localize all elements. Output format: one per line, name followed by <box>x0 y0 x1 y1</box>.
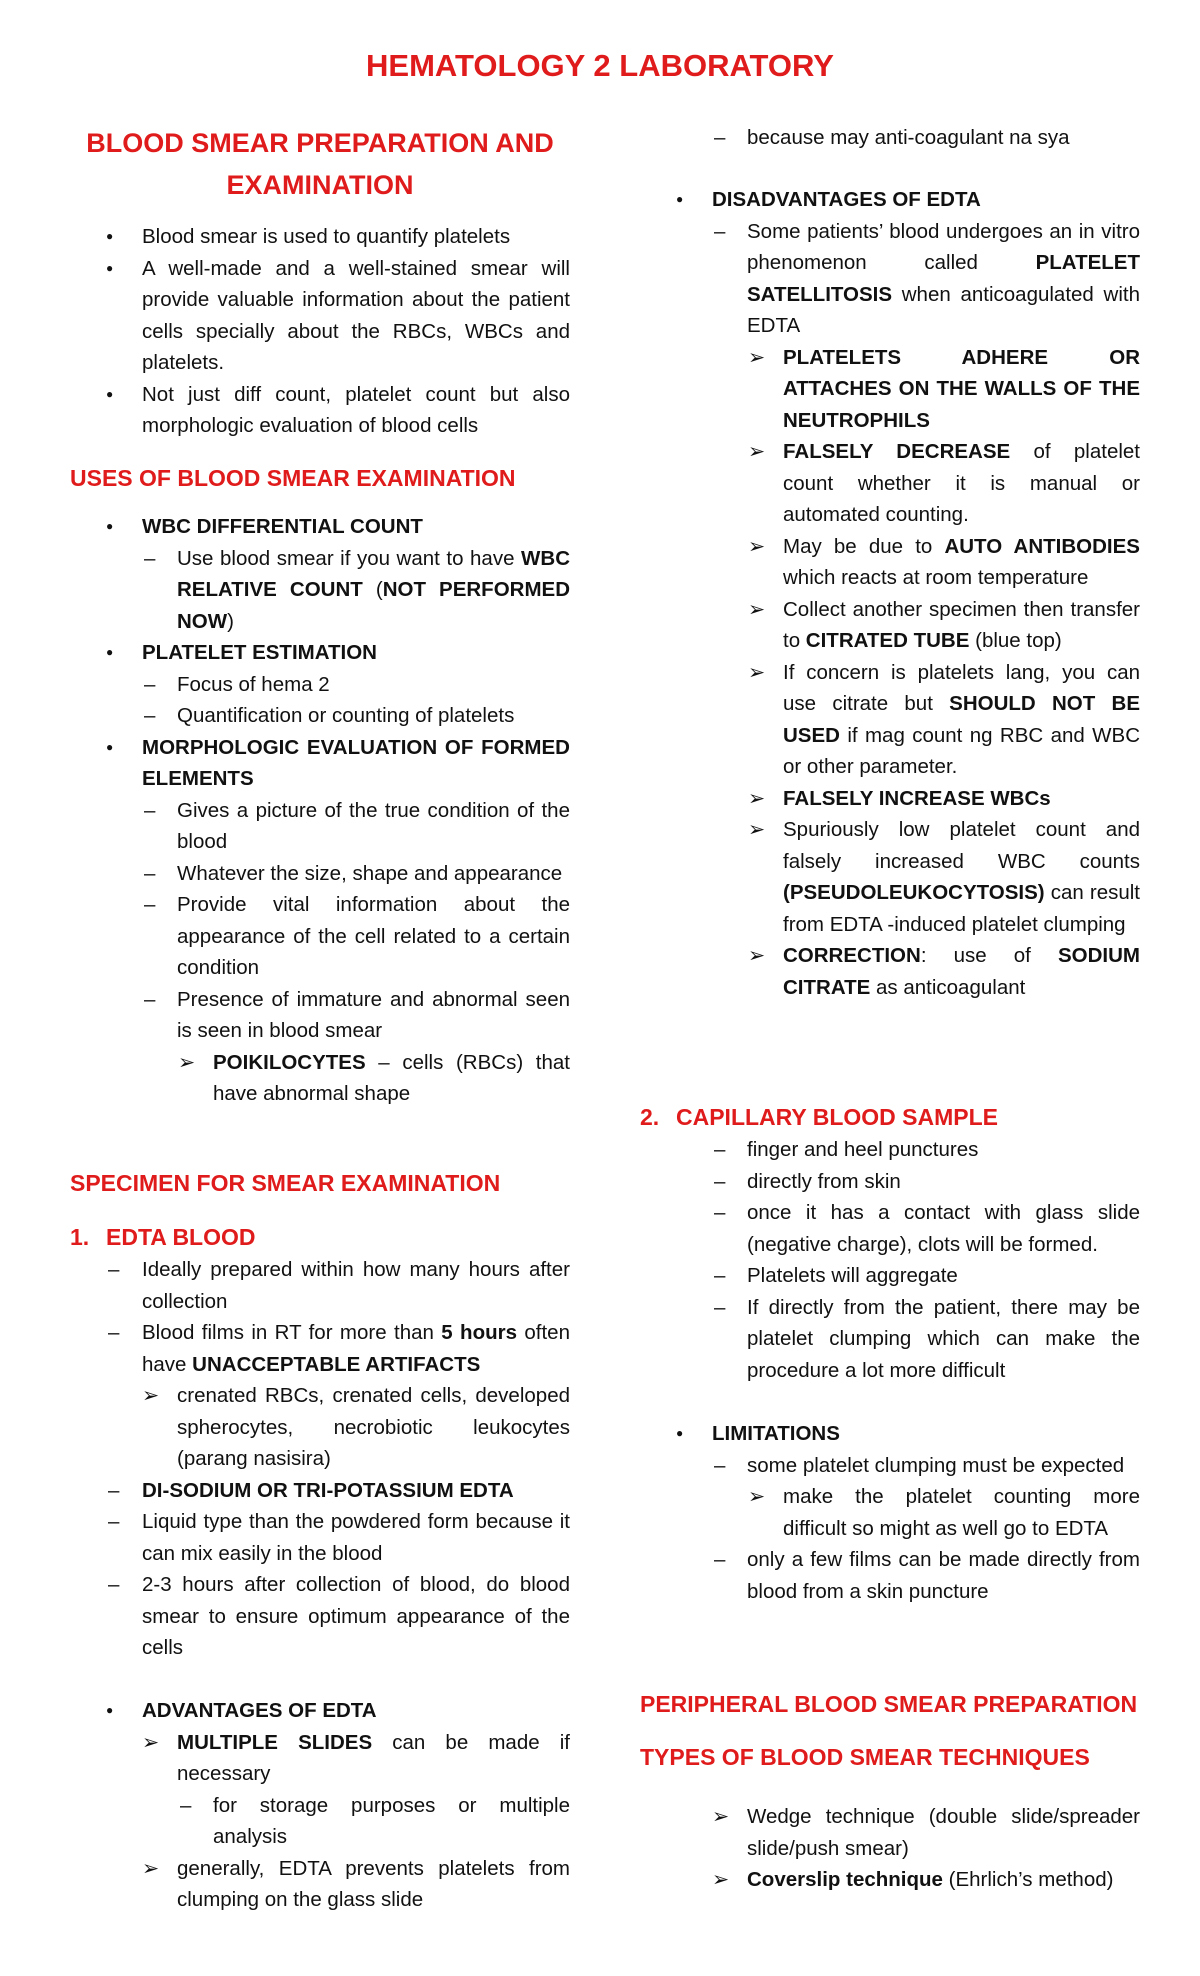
list-item: ➢ Collect another specimen then transfer to CITRATED TUBE (blue top) <box>640 594 1140 657</box>
specimen-heading: SPECIMEN FOR SMEAR EXAMINATION <box>70 1170 501 1196</box>
list-item: – Platelets will aggregate <box>640 1260 1140 1292</box>
list-item: ➢ Wedge technique (double slide/spreader slide/push smear) <box>640 1801 1140 1864</box>
list-item: ➢ MULTIPLE SLIDES can be made if necessary <box>70 1727 570 1790</box>
uses-list <box>70 511 570 1110</box>
list-item: ● Not just diff count, platelet count but also morphologic evaluation of blood cells <box>70 379 570 442</box>
list-item: ➢ If concern is platelets lang, you can use citrate but SHOULD NOT BE USED if mag count ng RBC and WBC or other parameter. <box>640 657 1140 783</box>
list-item: – Use blood smear if you want to have WBC RELATIVE COUNT (NOT PERFORMED NOW) <box>70 543 570 638</box>
smear-prep-heading: BLOOD SMEAR PREPARATION AND EXAMINATION <box>86 128 554 200</box>
list-item: ➢ generally, EDTA prevents platelets from clumping on the glass slide <box>70 1853 570 1916</box>
list-item: ● LIMITATIONS <box>640 1418 1140 1450</box>
list-item: ● ADVANTAGES OF EDTA <box>70 1695 570 1727</box>
list-item: – Blood films in RT for more than 5 hours often have UNACCEPTABLE ARTIFACTS <box>70 1317 570 1380</box>
disadvantages-list <box>640 184 1140 1003</box>
list-item: ➢ Coverslip technique (Ehrlich’s method) <box>640 1864 1140 1896</box>
edta-list <box>70 1254 570 1664</box>
list-item: – 2-3 hours after collection of blood, do blood smear to ensure optimum appearance of the cells <box>70 1569 570 1664</box>
list-item: ➢ FALSELY INCREASE WBCs <box>640 783 1140 815</box>
techniques-list <box>640 1801 1140 1896</box>
list-item: – Focus of hema 2 <box>70 669 570 701</box>
pbs-heading: PERIPHERAL BLOOD SMEAR PREPARATION <box>640 1691 1138 1717</box>
types-heading: TYPES OF BLOOD SMEAR TECHNIQUES <box>640 1744 1090 1770</box>
list-item: ● DISADVANTAGES OF EDTA <box>640 184 1140 216</box>
list-item: ● WBC DIFFERENTIAL COUNT <box>70 511 570 543</box>
list-item: – Provide vital information about the appearance of the cell related to a certain condition <box>70 889 570 984</box>
list-item: – Ideally prepared within how many hours after collection <box>70 1254 570 1317</box>
list-item: – for storage purposes or multiple analysis <box>70 1790 570 1853</box>
list-item: ● PLATELET ESTIMATION <box>70 637 570 669</box>
capillary-heading: 2. CAPILLARY BLOOD SAMPLE <box>640 1104 999 1130</box>
list-item: – Gives a picture of the true condition of the blood <box>70 795 570 858</box>
list-item: ➢ POIKILOCYTES – cells (RBCs) that have abnormal shape <box>70 1047 570 1110</box>
list-item: ● MORPHOLOGIC EVALUATION OF FORMED ELEMENTS <box>70 732 570 795</box>
list-item: – directly from skin <box>640 1166 1140 1198</box>
list-item: – DI-SODIUM OR TRI-POTASSIUM EDTA <box>70 1475 570 1507</box>
anticoag-note <box>640 122 1140 154</box>
list-item: ➢ PLATELETS ADHERE OR ATTACHES ON THE WALLS OF THE NEUTROPHILS <box>640 342 1140 437</box>
list-item: – some platelet clumping must be expected <box>640 1450 1140 1482</box>
list-item: – Presence of immature and abnormal seen is seen in blood smear <box>70 984 570 1047</box>
list-item: ● A well-made and a well-stained smear will provide valuable information about the patient cells specially about the RBCs, WBCs and platelets. <box>70 253 570 379</box>
list-item: ➢ make the platelet counting more difficult so might as well go to EDTA <box>640 1481 1140 1544</box>
intro-list <box>70 221 570 442</box>
list-item: – If directly from the patient, there may be platelet clumping which can make the procedure a lot more difficult <box>640 1292 1140 1387</box>
limitations-list <box>640 1418 1140 1607</box>
list-item: – only a few films can be made directly from blood from a skin puncture <box>640 1544 1140 1607</box>
list-item: – Whatever the size, shape and appearance <box>70 858 570 890</box>
edta-heading: 1. EDTA BLOOD <box>70 1224 256 1250</box>
list-item: – Liquid type than the powdered form because it can mix easily in the blood <box>70 1506 570 1569</box>
list-item: – Quantification or counting of platelets <box>70 700 570 732</box>
list-item: – finger and heel punctures <box>640 1134 1140 1166</box>
list-item: – once it has a contact with glass slide (negative charge), clots will be formed. <box>640 1197 1140 1260</box>
list-item: ➢ crenated RBCs, crenated cells, developed spherocytes, necrobiotic leukocytes (parang nasisira) <box>70 1380 570 1475</box>
advantages-list <box>70 1695 570 1916</box>
list-item: – because may anti-coagulant na sya <box>640 122 1140 154</box>
list-item: ● Blood smear is used to quantify platelets <box>70 221 570 253</box>
list-item: ➢ CORRECTION: use of SODIUM CITRATE as anticoagulant <box>640 940 1140 1003</box>
list-item: – Some patients’ blood undergoes an in vitro phenomenon called PLATELET SATELLITOSIS when anticoagulated with EDTA <box>640 216 1140 342</box>
capillary-list <box>640 1134 1140 1386</box>
list-item: ➢ FALSELY DECREASE of platelet count whether it is manual or automated counting. <box>640 436 1140 531</box>
list-item: ➢ Spuriously low platelet count and falsely increased WBC counts (PSEUDOLEUKOCYTOSIS) can result from EDTA -induced platelet clumping <box>640 814 1140 940</box>
list-item: ➢ May be due to AUTO ANTIBODIES which reacts at room temperature <box>640 531 1140 594</box>
document-title: HEMATOLOGY 2 LABORATORY <box>366 48 834 83</box>
uses-heading: USES OF BLOOD SMEAR EXAMINATION <box>70 465 516 491</box>
